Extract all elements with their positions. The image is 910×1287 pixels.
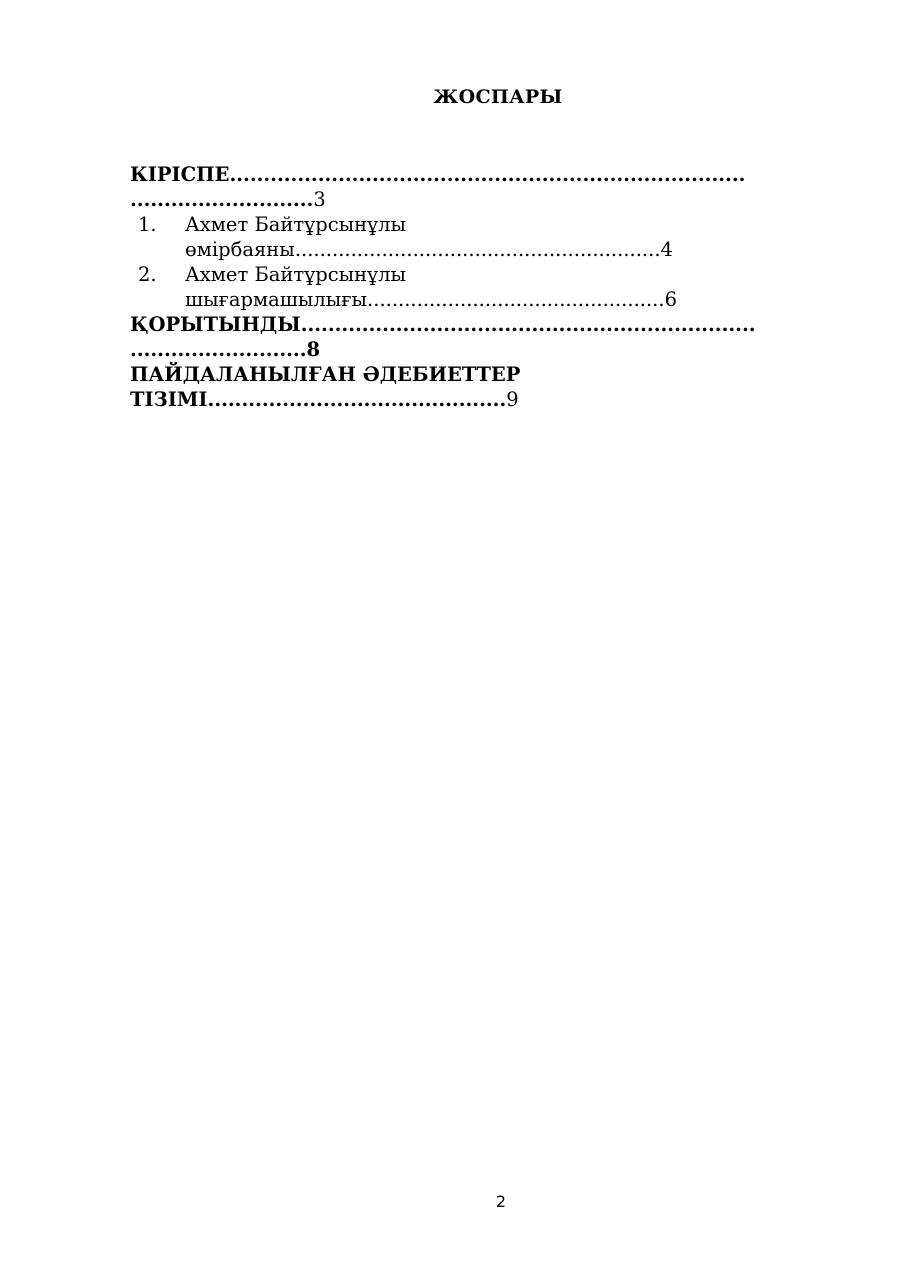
toc-item-page: 6: [664, 288, 677, 311]
toc-references-page: 9: [506, 388, 519, 411]
toc-item-leader: ................................................: [367, 288, 665, 311]
toc-entry-intro: [130, 162, 870, 212]
toc-item-title: Ахмет Байтұрсынұлы: [185, 213, 407, 236]
page-number: 2: [495, 1192, 507, 1211]
toc-references-leader: ............................................: [207, 388, 507, 411]
toc-conclusion-label: ҚОРЫТЫНДЫ: [130, 313, 301, 336]
toc-intro-page: 3: [313, 188, 326, 211]
toc-intro-leader: ............................................................................: [229, 163, 746, 186]
toc-intro-label: КІРІСПЕ: [130, 163, 230, 186]
toc-item-title-cont: өмірбаяны: [185, 238, 295, 261]
toc-item-leader: ...........................................................: [294, 238, 661, 261]
toc-item-page: 4: [660, 238, 673, 261]
toc-entry-conclusion: [130, 312, 870, 362]
toc-intro-leader-cont: ...........................: [130, 188, 314, 211]
toc-conclusion-page: 8: [306, 338, 321, 361]
toc-item-number: 2.: [138, 263, 157, 286]
toc-references-label: ПАЙДАЛАНЫЛҒАН ӘДЕБИЕТТЕР: [130, 363, 521, 386]
toc-item-title-cont: шығармашылығы: [185, 288, 368, 311]
page-title: ЖОСПАРЫ: [433, 86, 563, 108]
toc-item-number: 1.: [138, 213, 157, 236]
toc-conclusion-leader: ...................................................................: [300, 313, 756, 336]
table-of-contents: [130, 162, 870, 412]
toc-entry-item-1: [130, 212, 870, 262]
toc-conclusion-leader-cont: ..........................: [130, 338, 307, 361]
toc-item-title: Ахмет Байтұрсынұлы: [185, 263, 407, 286]
toc-references-label-cont: ТІЗІМІ: [130, 388, 208, 411]
toc-entry-item-2: [130, 262, 870, 312]
toc-entry-references: [130, 362, 870, 412]
